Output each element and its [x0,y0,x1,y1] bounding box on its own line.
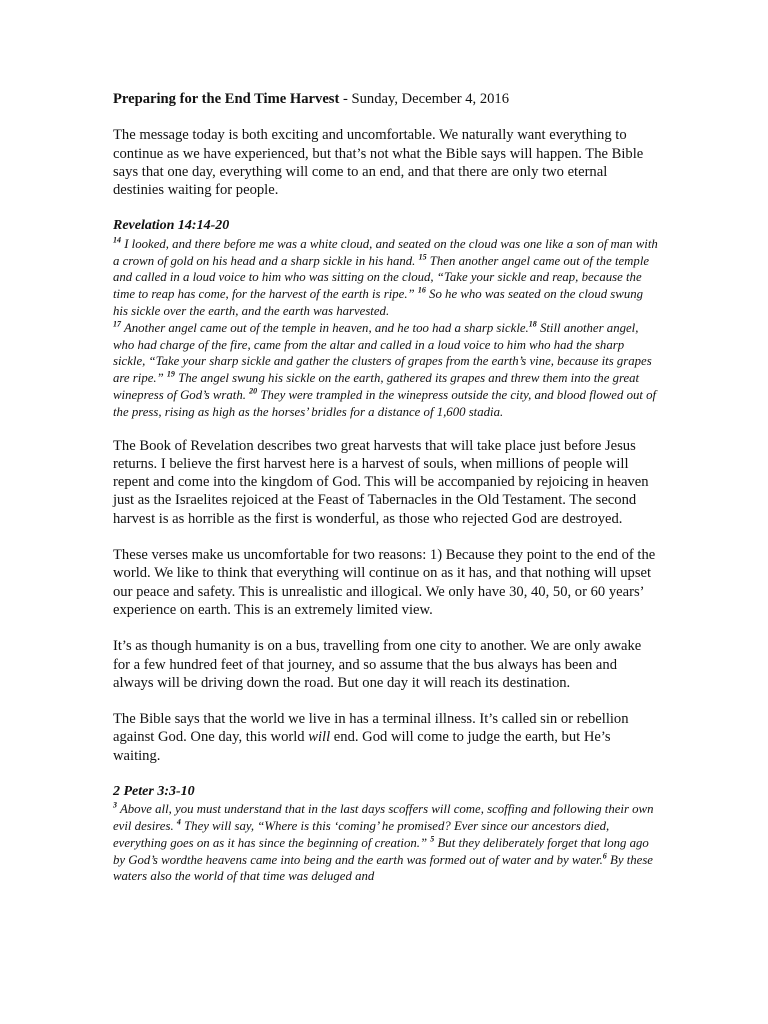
verse-6: $^6$ By these waters also the world of that time was deluged and [113,851,653,884]
scripture-reference-revelation: Revelation 14:14-20 [113,218,230,234]
verse-15: $^{15}$ Then another angel came out of the temple and called in a loud voice to him who was sitting on the cloud, “Take your sickle and reap, because the time to reap has come, for the harvest of the earth is ripe.” [113,252,650,302]
emphasis-will: will [308,729,331,746]
verse-17-number: 17 [113,319,121,329]
intro-paragraph: The message today is both exciting and uncomfortable. We naturally want everything to continue as we have experienced, but that’s not what the Bible says will happen. The Bible says that one day, everything will come to an end, and that there are only two eternal destinies waiting for people. [113,127,644,199]
verse-19-number: 19 [166,369,175,379]
terminal-illness-paragraph: The Bible says that the world we live in has a terminal illness. It’s called sin or rebellion against God. One day, this world will end. God will come to judge the earth, but He’s waiting. [113,711,629,764]
verse-20-number: 20 [249,386,258,396]
title-date: - Sunday, December 4, 2016 [339,91,510,107]
scripture-reference-peter: 2 Peter 3:3-10 [113,784,195,799]
document-body [113,90,658,901]
harvests-paragraph: The Book of Revelation describes two great harvests that will take place just before Jesus returns. I believe the first harvest here is a harvest of souls, when millions of people will repent and come into the kingdom of God. This will be accompanied by rejoicing in heaven just as the Israelites rejoiced at the Feast of Tabernacles in the Old Testament. The second harvest is as horrible as the first is wonderful, as those who rejected God are destroyed. [113,437,649,527]
verse-4: $^4$ They will say, “Where is this ‘coming’ he promised? Ever since our ancestors died, everything goes on as it has since the beginning of creation.” [113,817,610,850]
scripture-revelation [113,236,658,421]
verse-17-20: $^{17}$ Another angel came out of the temple in heaven, and he too had a sharp sickle.$^{18}$ Still another angel, who had charge of the fire, came from the altar and called in a loud voice to him who had the sharp sickle, “Take your sharp sickle and gather the clusters of grapes from the earth’s vine, because its grapes are ripe.” $^{19}$ The angel swung his sickle on the earth, gathered its grapes and threw them into the great winepress of God’s wrath. $^{20}$ They were trampled in the winepress outside the city, and blood flowed out of the press, rising as high as the horses’ bridles for a distance of 1,600 stadia. [113,319,657,419]
verse-16: $^{16}$ So he who was seated on the cloud swung his sickle over the earth, and the earth was harvested. [113,285,644,318]
title-main: Preparing for the End Time Harvest [113,91,340,107]
verse-3: $^3$ Above all, you must understand that in the last days scoffers will come, scoffing and following their own evil desires. [113,801,654,834]
verse-14: $^{14}$ I looked, and there before me was a white cloud, and seated on the cloud was one like a son of man with a crown of gold on his head and a sharp sickle in his hand. [113,235,658,268]
bus-paragraph: It’s as though humanity is on a bus, travelling from one city to another. We are only awake for a few hundred feet of that journey, and so assume that the bus always has been and always will be driving down the road. But one day it will reach its destination. [113,638,642,691]
verse-18-number: 18 [528,319,537,329]
reasons-paragraph: These verses make us uncomfortable for two reasons: 1) Because they point to the end of the world. We like to think that everything will continue on as it has, and that nothing will upset our peace and safety. This is unrealistic and illogical. We only have 30, 40, 50, or 60 years’ experience on earth. This is an extremely limited view. [113,547,656,618]
scripture-peter [113,801,658,885]
page-title [113,90,658,108]
verse-5: $^5$ But they deliberately forget that long ago by God’s wordthe heavens came into being and the earth was formed out of water and by water. [113,834,649,867]
